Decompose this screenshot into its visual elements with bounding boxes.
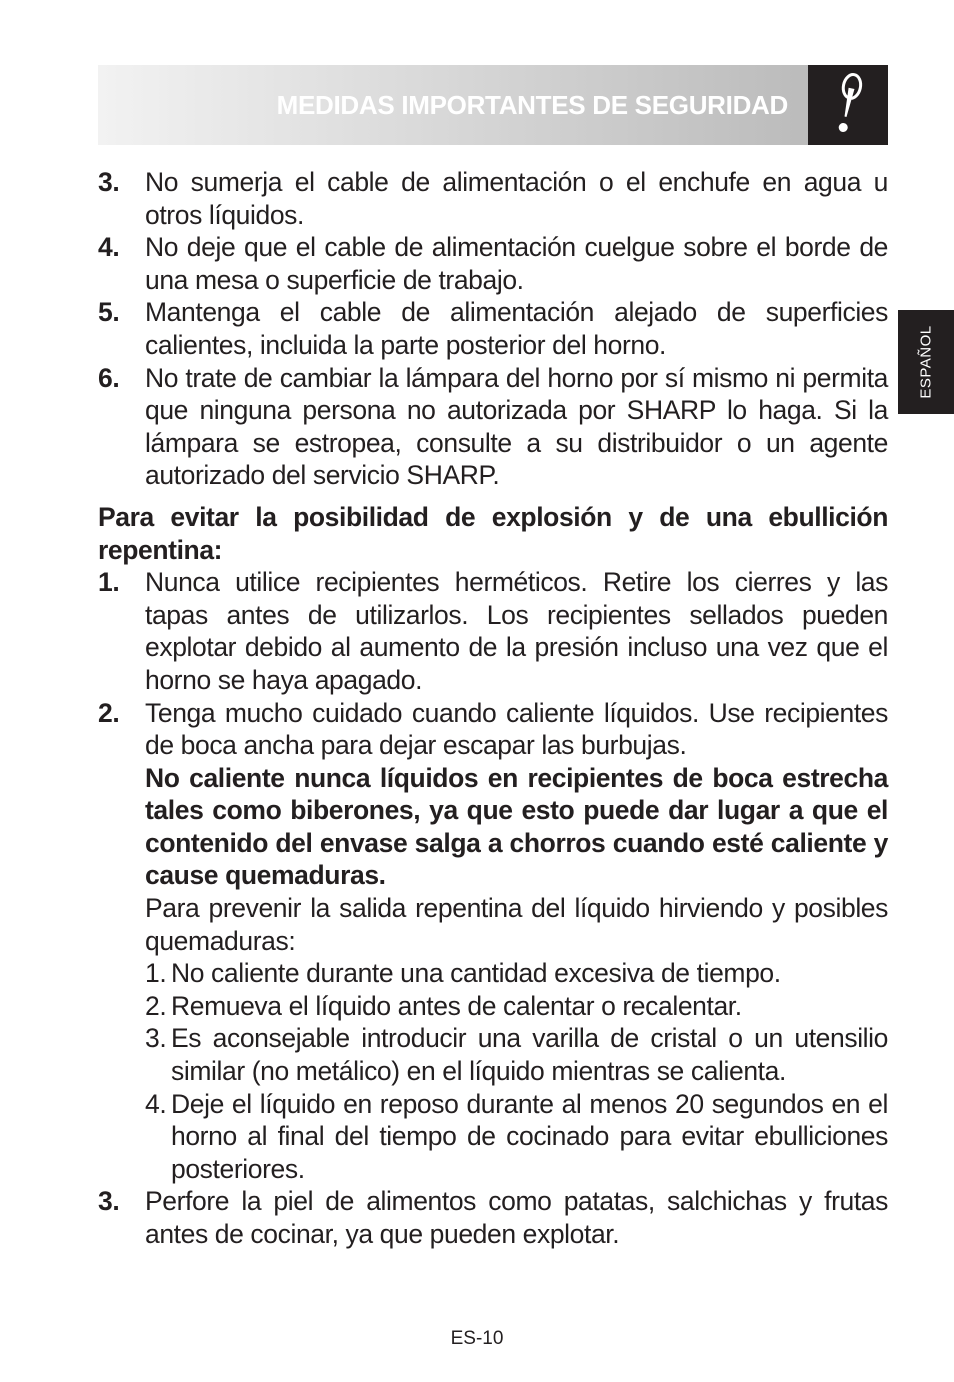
language-tab: [898, 310, 954, 414]
item-text: No sumerja el cable de alimentación o el enchufe en agua u otros líquidos.: [145, 167, 888, 230]
item-number: 5.: [98, 297, 120, 328]
item-number: 2.: [98, 697, 120, 728]
sub-step-text: No caliente durante una cantidad excesiva de tiempo.: [171, 958, 781, 989]
section-title: MEDIDAS IMPORTANTES DE SEGURIDAD: [276, 89, 788, 120]
page-number: ES-10: [450, 1328, 504, 1349]
section-header: [98, 65, 888, 145]
item-text: Tenga mucho cuidado cuando caliente líquidos. Use recipientes de boca ancha para dejar escapar las burbujas.: [145, 697, 888, 761]
item-text: Nunca utilice recipientes herméticos. Retire los cierres y las tapas antes de utilizarlos. Los recipientes sellados pueden explotar debido al aumento de la presión incluso una vez que el horno se haya apagado.: [145, 567, 888, 695]
item-text: Perfore la piel de alimentos como patatas, salchichas y frutas antes de cocinar, ya que pueden explotar.: [145, 1186, 888, 1249]
sub-step: [145, 1022, 888, 1087]
prevent-text: Para prevenir la salida repentina del líquido hirviendo y posibles quemaduras:: [145, 893, 888, 956]
list-item: [98, 1185, 888, 1250]
sub-step: [145, 957, 888, 990]
list-item: [98, 231, 888, 296]
item-number: 6.: [98, 362, 120, 393]
language-tab-label: ESPAÑOL: [917, 325, 935, 399]
sub-step-text: Deje el líquido en reposo durante al menos 20 segundos en el horno al final del tiempo de cocinado para evitar ebulliciones posteriores.: [171, 1088, 888, 1184]
item-text: Mantenga el cable de alimentación alejado de superficies calientes, incluida la parte posterior del horno.: [145, 297, 888, 360]
warning-text: No caliente nunca líquidos en recipientes de boca estrecha tales como biberones, ya que esto puede dar lugar a que el contenido del envase salga a chorros cuando esté caliente y cause quemaduras.: [145, 762, 888, 891]
sub-step-number: 3.: [145, 1023, 167, 1054]
list-item: [98, 166, 888, 231]
sub-step-number: 2.: [145, 990, 167, 1021]
sub-step: [145, 1088, 888, 1186]
sub-step-text: Remueva el líquido antes de calentar o recalentar.: [171, 990, 742, 1021]
warning-exclamation-icon: [808, 65, 888, 145]
page-content: [98, 166, 888, 1251]
sub-step-number: 1.: [145, 958, 167, 989]
list-item: [98, 362, 888, 492]
item-number: 3.: [98, 1186, 120, 1217]
item-number: 3.: [98, 167, 120, 197]
item-text: No deje que el cable de alimentación cuelgue sobre el borde de una mesa o superficie de trabajo.: [145, 232, 888, 295]
item-number: 4.: [98, 232, 120, 263]
sub-step-number: 4.: [145, 1088, 167, 1119]
list-item: [98, 697, 888, 1186]
item-number: 1.: [98, 567, 120, 598]
item-text: No trate de cambiar la lámpara del horno por sí mismo ni permita que ninguna persona no autorizada por SHARP lo haga. Si la lámpara se estropea, consulte a su distribuidor o un agente autorizado del servicio SHARP.: [145, 362, 888, 491]
sub-step-text: Es aconsejable introducir una varilla de cristal o un utensilio similar (no metálico) en el líquido mientras se calienta.: [171, 1023, 888, 1087]
list-item: [98, 566, 888, 696]
sub-step: [145, 990, 888, 1023]
section-heading: Para evitar la posibilidad de explosión y de una ebullición repentina:: [98, 501, 888, 565]
list-item: [98, 296, 888, 361]
